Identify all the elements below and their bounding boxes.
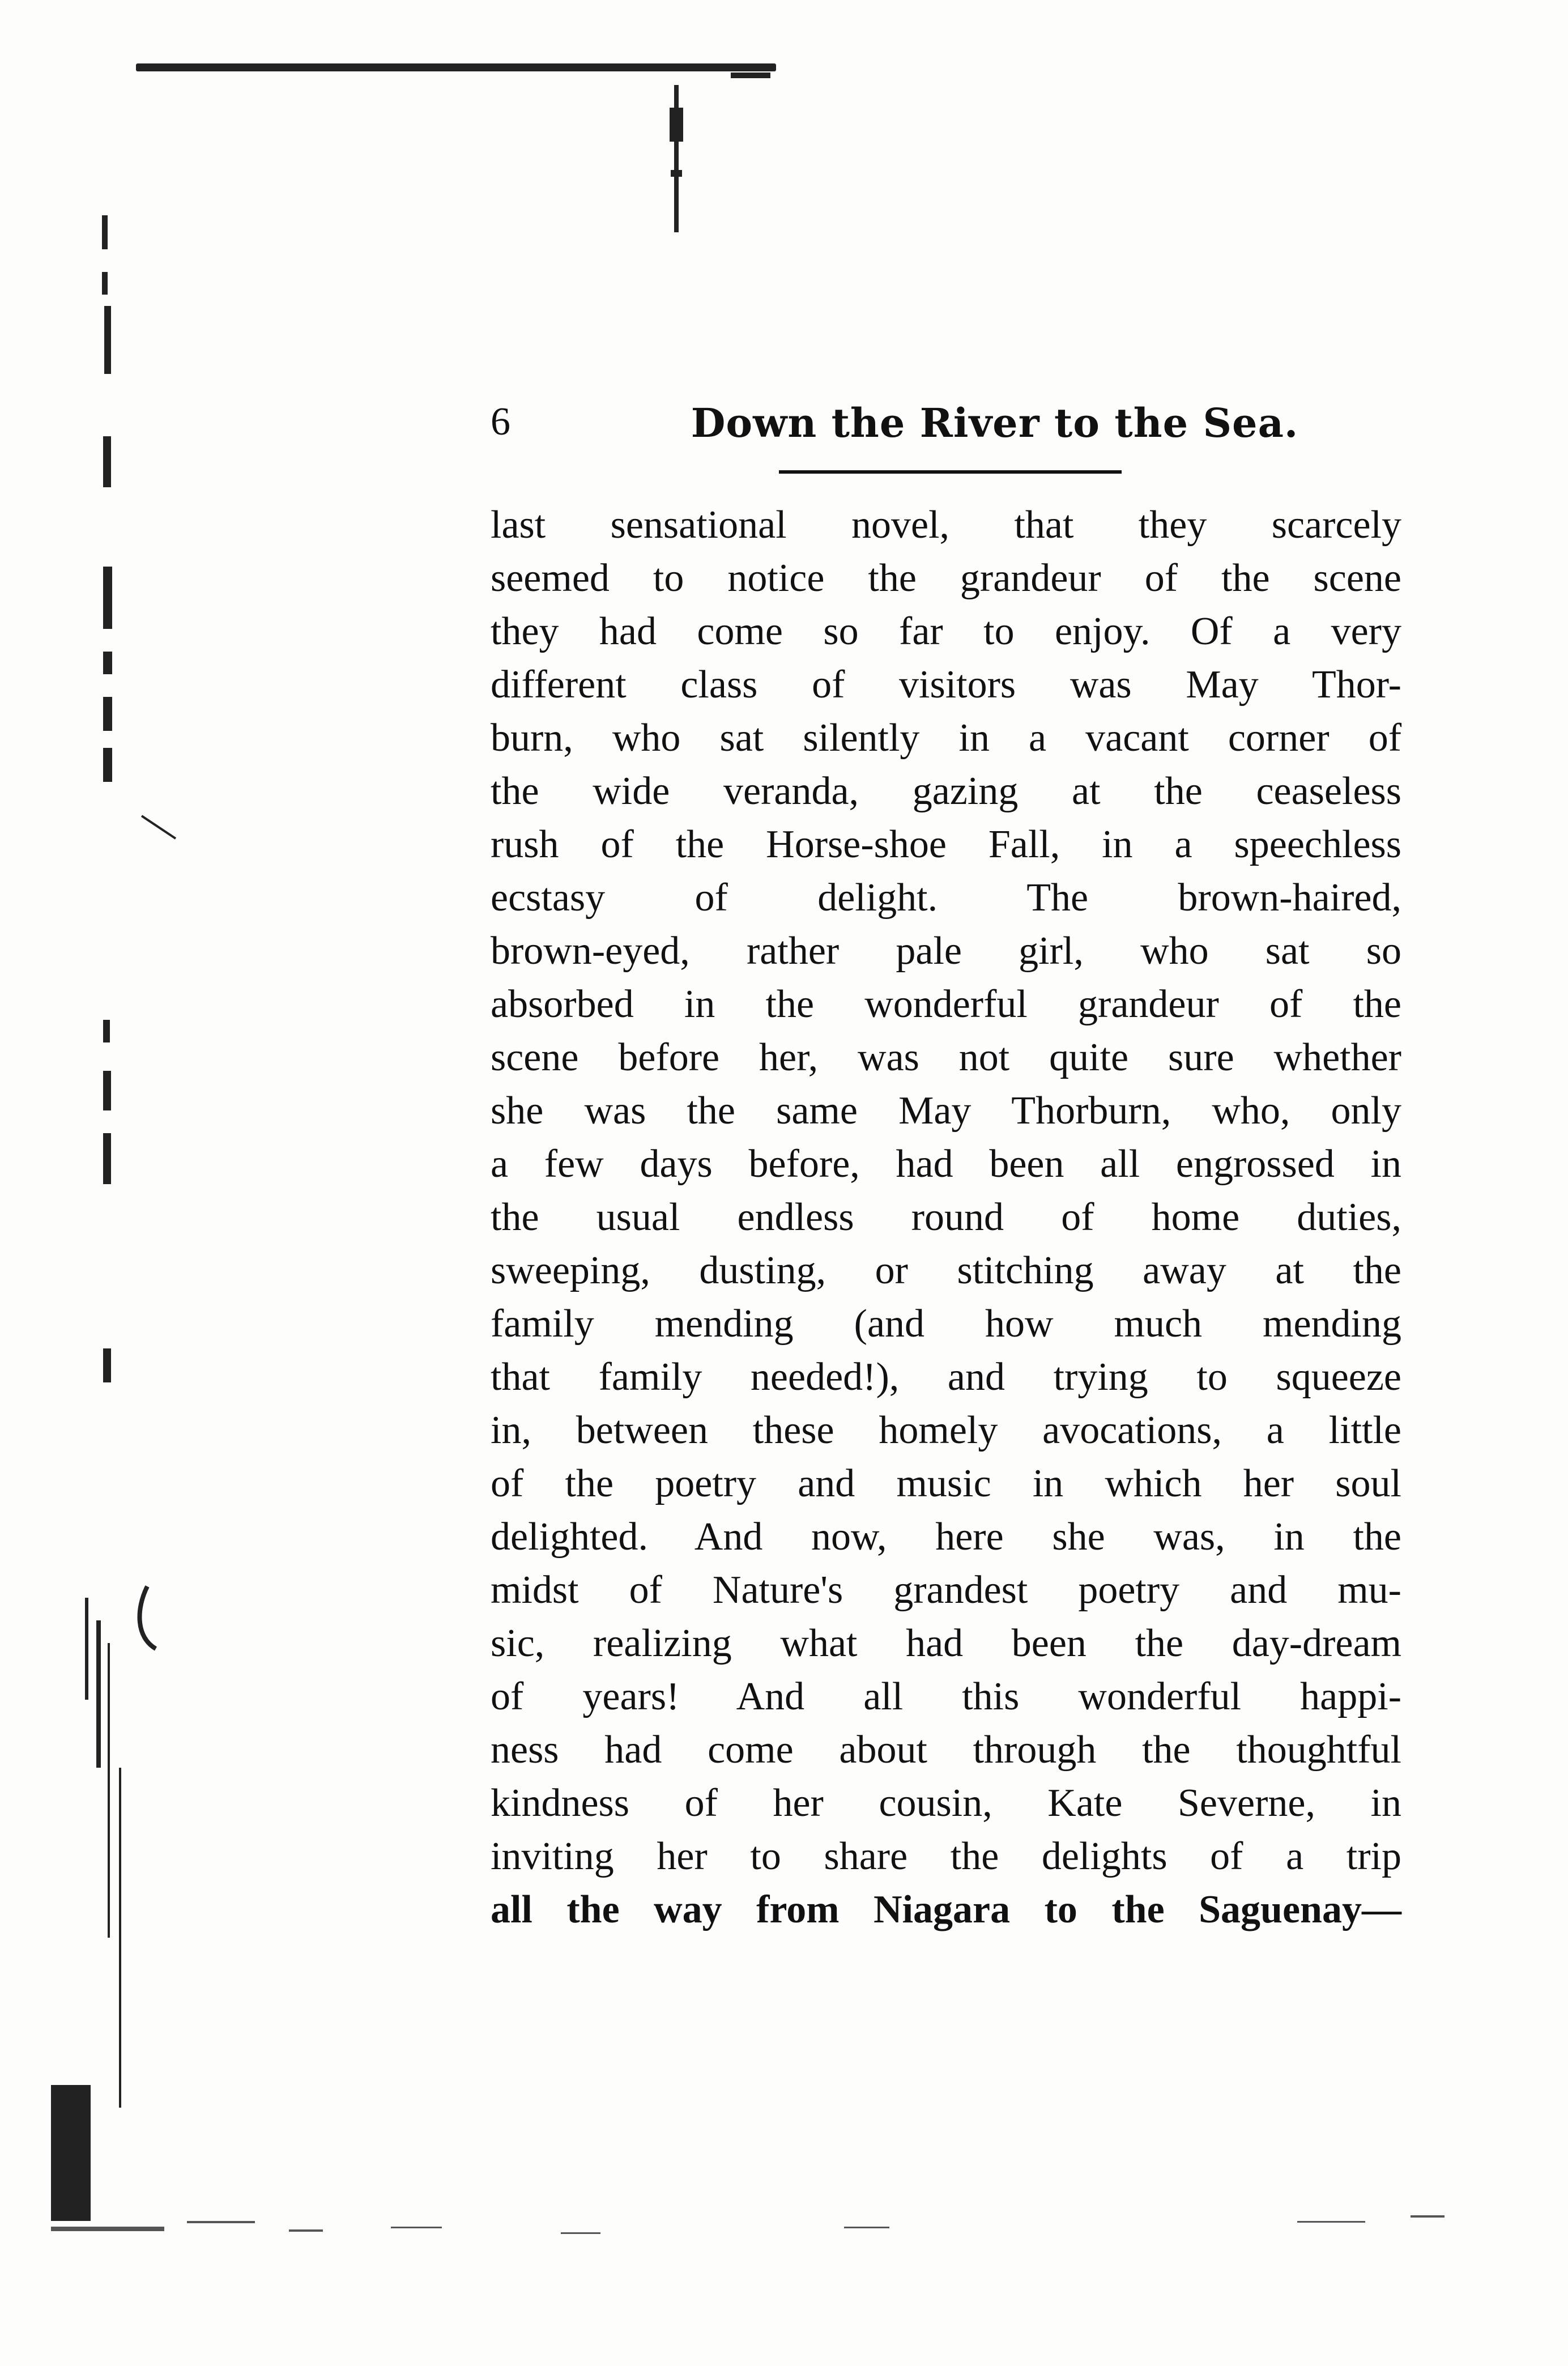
text-line: of the poetry and music in which her soul [491,1462,1401,1505]
scan-top-rule [136,63,776,71]
text-line: midst of Nature's grandest poetry and mu- [491,1568,1401,1612]
text-line: delighted. And now, here she was, in the [491,1515,1401,1559]
header-rule [779,470,1122,474]
body-text [491,499,1401,1937]
text-line: seemed to notice the grandeur of the scene [491,556,1401,600]
text-line: of years! And all this wonderful happi- [491,1675,1401,1718]
scan-bottom-smudge [51,2142,1524,2255]
text-line: that family needed!), and trying to squeeze [491,1355,1401,1399]
text-line: inviting her to share the delights of a trip [491,1835,1401,1878]
text-line: kindness of her cousin, Kate Severne, in [491,1781,1401,1825]
text-line: sweeping, dusting, or stitching away at the [491,1249,1401,1292]
text-line: sic, realizing what had been the day-dream [491,1622,1401,1665]
text-line: she was the same May Thorburn, who, only [491,1089,1401,1133]
text-line: last sensational novel, that they scarcely [491,503,1401,547]
text-line: scene before her, was not quite sure whether [491,1036,1401,1079]
text-line: different class of visitors was May Thor- [491,663,1401,707]
running-title: Down the River to the Sea. [691,399,1299,446]
text-line: ecstasy of delight. The brown-haired, [491,876,1401,920]
text-line: a few days before, had been all engrossed in [491,1142,1401,1186]
binding-mark [668,85,687,232]
text-line: burn, who sat silently in a vacant corner of [491,716,1401,760]
text-line: ness had come about through the thoughtful [491,1728,1401,1772]
page-header [491,397,1403,465]
text-line: all the way from Niagara to the Saguenay— [491,1888,1401,1931]
text-line: brown-eyed, rather pale girl, who sat so [491,929,1401,973]
scan-top-rule-tail [731,73,770,78]
text-line: the usual endless round of home duties, [491,1195,1401,1239]
text-line: family mending (and how much mending [491,1302,1401,1346]
page-number: 6 [491,400,510,444]
text-line: in, between these homely avocations, a little [491,1408,1401,1452]
text-line: the wide veranda, gazing at the ceaseless [491,769,1401,813]
text-line: rush of the Horse-shoe Fall, in a speechless [491,823,1401,866]
text-line: they had come so far to enjoy. Of a very [491,610,1401,653]
scan-left-edge [51,68,181,2221]
text-line: absorbed in the wonderful grandeur of the [491,982,1401,1026]
